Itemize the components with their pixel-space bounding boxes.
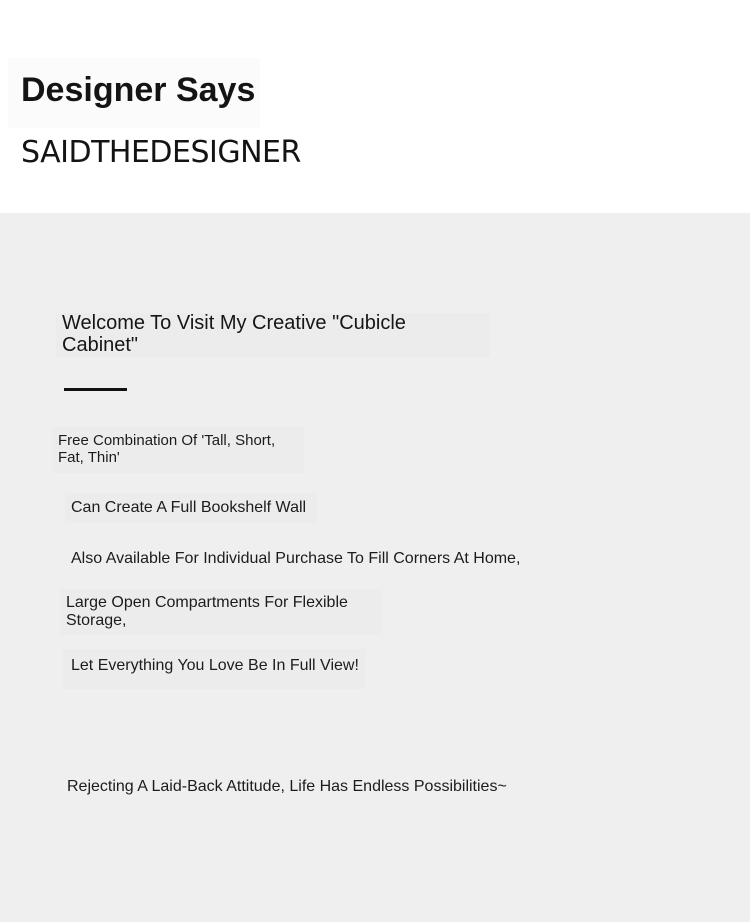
feature-text: Also Available For Individual Purchase To Fill Corners At Home, <box>71 550 521 567</box>
feature-text: Let Everything You Love Be In Full View! <box>71 657 359 674</box>
feature-text: Free Combination Of 'Tall, Short, Fat, Thin' <box>58 432 276 466</box>
page-header <box>0 0 750 213</box>
section-heading: Welcome To Visit My Creative "Cubicle Cabinet" <box>62 312 406 356</box>
brand-title: Designer Says <box>21 71 256 109</box>
feature-text: Large Open Compartments For Flexible Storage, <box>66 594 348 629</box>
heading-underline <box>64 388 127 391</box>
feature-text: Can Create A Full Bookshelf Wall <box>71 499 307 516</box>
feature-text: Rejecting A Laid-Back Attitude, Life Has Endless Possibilities~ <box>67 778 507 795</box>
content-section <box>0 213 750 922</box>
brand-subtitle: SAIDTHEDESIGNER <box>21 135 301 170</box>
